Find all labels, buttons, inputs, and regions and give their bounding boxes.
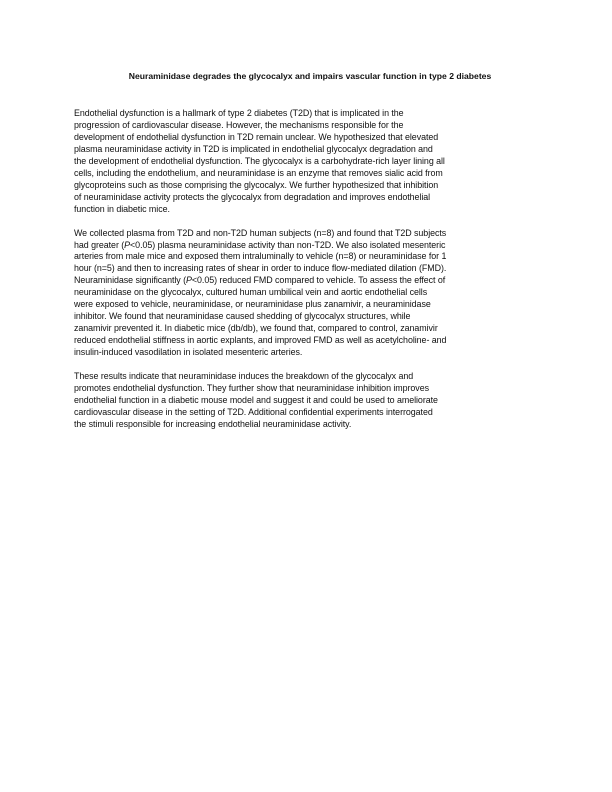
text-line: These results indicate that neuraminidase induces the breakdown of the glycocalyx and xyxy=(74,371,414,382)
text-line: arteries from male mice and exposed them intraluminally to vehicle (n=8) or neuraminidase for 1 xyxy=(74,251,447,262)
text-segment: <0.05) plasma neuraminidase activity than non-T2D. We also isolated mesenteric xyxy=(130,239,446,250)
text-line: cardiovascular disease in the setting of T2D. Additional confidential experiments interrogated xyxy=(74,406,433,417)
text-line: hour (n=5) and then to increasing rates of shear in order to induce flow-mediated dilation (FMD). xyxy=(74,263,447,274)
text-line: promotes endothelial dysfunction. They further show that neuraminidase inhibition improves xyxy=(74,383,429,394)
text-line: were exposed to vehicle, neuraminidase, or neuraminidase plus zanamivir, a neuraminidase xyxy=(74,299,431,310)
text-line: the stimuli responsible for increasing endothelial neuraminidase activity. xyxy=(74,418,352,429)
text-line: the development of endothelial dysfunction. The glycocalyx is a carbohydrate-rich layer lining all xyxy=(74,155,445,166)
text-line: function in diabetic mice. xyxy=(74,203,170,214)
text-segment: had greater ( xyxy=(74,239,125,250)
abstract-body xyxy=(74,108,554,443)
paragraph-methods-results xyxy=(74,228,554,359)
text-line: reduced endothelial stiffness in aortic explants, and improved FMD as well as acetylcholine- and xyxy=(74,335,447,346)
text-line: neuraminidase on the glycocalyx, cultured human umbilical vein and aortic endothelial cells xyxy=(74,287,428,298)
text-line: zanamivir prevented it. In diabetic mice (db/db), we found that, compared to control, zanamivir xyxy=(74,323,438,334)
p-value-symbol: P xyxy=(186,275,192,286)
text-line: Endothelial dysfunction is a hallmark of type 2 diabetes (T2D) that is implicated in the xyxy=(74,108,404,118)
paragraph-conclusion xyxy=(74,371,554,431)
text-line: of neuraminidase activity protects the glycocalyx from degradation and improves endothelial xyxy=(74,191,431,202)
text-line: cells, including the endothelium, and neuraminidase is an enzyme that removes sialic acid from xyxy=(74,167,443,178)
text-line: development of endothelial dysfunction in T2D remain unclear. We hypothesized that elevated xyxy=(74,131,439,142)
text-line: progression of cardiovascular disease. However, the mechanisms responsible for the xyxy=(74,119,404,130)
p-value-symbol: P xyxy=(124,239,131,250)
text-line: We collected plasma from T2D and non-T2D human subjects (n=8) and found that T2D subjects xyxy=(74,227,447,238)
text-line xyxy=(74,240,554,252)
text-line: insulin-induced vasodilation in isolated mesenteric arteries. xyxy=(74,347,303,358)
text-line: inhibitor. We found that neuraminidase caused shedding of glycocalyx structures, while xyxy=(74,311,411,322)
paragraph-background xyxy=(74,108,554,216)
text-line: glycoproteins such as those comprising the glycocalyx. We further hypothesized that inhibition xyxy=(74,179,439,190)
text-segment: <0.05) reduced FMD compared to vehicle. To assess the effect of xyxy=(191,275,446,286)
text-line: endothelial function in a diabetic mouse model and suggest it and could be used to ameliorate xyxy=(74,394,438,405)
document-title: Neuraminidase degrades the glycocalyx and impairs vascular function in type 2 diabetes xyxy=(128,71,492,81)
text-line: plasma neuraminidase activity in T2D is implicated in endothelial glycocalyx degradation and xyxy=(74,143,433,154)
text-segment: Neuraminidase significantly ( xyxy=(74,275,187,286)
text-line xyxy=(74,275,554,287)
